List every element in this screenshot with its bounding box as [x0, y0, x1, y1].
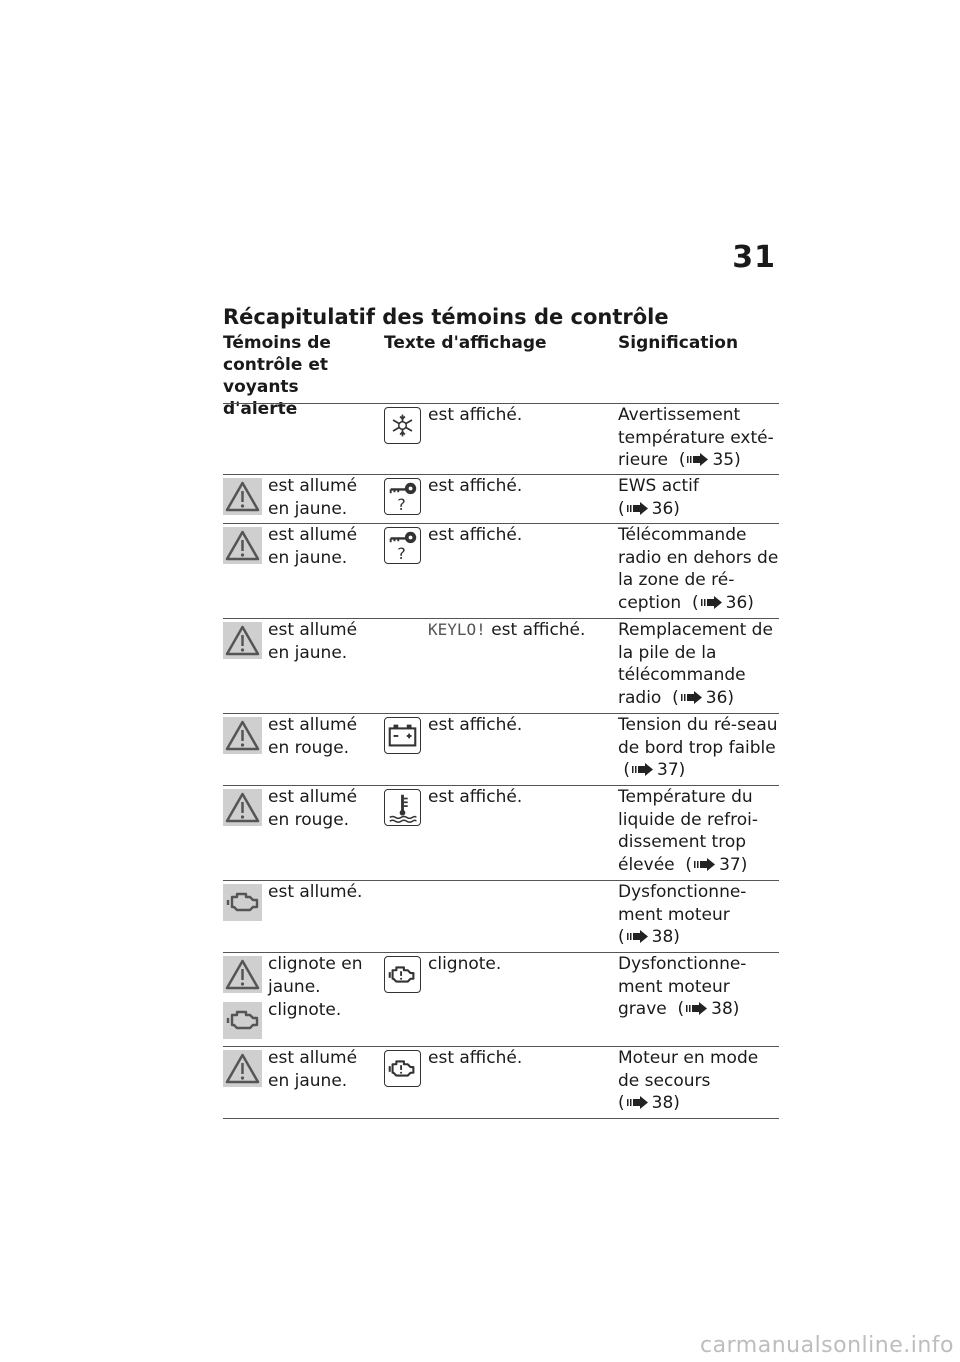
- page-reference[interactable]: 36): [705, 687, 735, 708]
- engine-icon: [384, 956, 421, 993]
- meaning-text: Température du liquide de refroi-dissement trop élevée: [618, 787, 758, 875]
- header-col-meaning: Signification: [618, 333, 739, 353]
- header-col-indicators: Témoins de contrôle et voyants d'alerte: [223, 333, 331, 419]
- indicator-state: est allumé en jaune.: [268, 620, 358, 663]
- meaning-text: EWS actif: [618, 476, 699, 496]
- indicator-state: est allumé.: [268, 882, 363, 902]
- warning-triangle-icon: [223, 1050, 262, 1087]
- page-reference[interactable]: 36): [651, 498, 680, 519]
- warning-triangle-icon: [223, 717, 262, 754]
- warning-triangle-icon: [223, 956, 262, 993]
- meaning-text: Remplacement de la pile de la télécommande radio: [618, 620, 773, 708]
- engine-icon: [384, 1050, 421, 1087]
- display-text: est affiché.: [428, 715, 523, 735]
- display-text: est affiché.: [428, 405, 523, 425]
- warning-triangle-icon: [223, 478, 262, 515]
- display-text: clignote.: [428, 954, 502, 974]
- display-text: est affiché.: [428, 787, 523, 807]
- display-text: est affiché.: [428, 476, 523, 496]
- meaning-text: Tension du ré-seau de bord trop faible: [618, 715, 778, 758]
- header-col-display-text: Texte d'affichage: [384, 333, 547, 353]
- indicator-state: est allumé en rouge.: [268, 787, 358, 830]
- arrow-ref-icon: [627, 930, 649, 943]
- arrow-ref-icon: [681, 691, 703, 704]
- page-reference[interactable]: 36): [725, 592, 754, 613]
- battery-icon: [384, 717, 421, 754]
- table-row: est allumé en jaune. est affiché. EWS actif ( 36): [223, 474, 779, 523]
- meaning-text: Dysfonctionne-ment moteur: [618, 882, 747, 925]
- indicator-state: clignote en jaune.: [268, 954, 363, 997]
- arrow-ref-icon: [701, 596, 723, 609]
- table-row: est allumé en rouge. est affiché. Tension du ré-seau de bord trop faible ( 37): [223, 713, 779, 785]
- meaning-text: Avertissement température exté-rieure: [618, 405, 774, 470]
- coolant-temperature-icon: [384, 789, 421, 826]
- indicator-state: est allumé en jaune.: [268, 1048, 358, 1091]
- key-question-icon: [384, 527, 421, 564]
- display-code: KEYLO!: [428, 620, 486, 639]
- meaning-text: Dysfonctionne-ment moteur grave: [618, 954, 747, 1019]
- arrow-ref-icon: [687, 453, 709, 466]
- table-row: est allumé en jaune. KEYLO! est affiché. Remplacement de la pile de la télécommande radio ( 36): [223, 618, 779, 713]
- table-row: est allumé. Dysfonctionne-ment moteur ( 38): [223, 880, 779, 952]
- table-row: est affiché. Avertissement température exté-rieure ( 35): [223, 403, 779, 474]
- table-row: clignote en jaune. clignote. clignote. Dysfonctionne-ment moteur grave ( 38): [223, 952, 779, 1046]
- indicator-state: clignote.: [268, 1000, 342, 1020]
- warning-triangle-icon: [223, 527, 262, 564]
- arrow-ref-icon: [686, 1002, 708, 1015]
- indicator-table: [223, 403, 779, 1119]
- page-reference[interactable]: 38): [711, 999, 740, 1019]
- arrow-ref-icon: [627, 502, 649, 515]
- arrow-ref-icon: [632, 763, 654, 776]
- table-row: est allumé en jaune. est affiché. Moteur en mode de secours ( 38): [223, 1046, 779, 1119]
- page-number: 31: [732, 240, 776, 275]
- display-text: est affiché.: [428, 525, 523, 545]
- section-title: Récapitulatif des témoins de contrôle: [223, 305, 669, 329]
- engine-icon: [223, 884, 262, 921]
- key-question-icon: [384, 478, 421, 515]
- page-reference[interactable]: 35): [712, 450, 741, 470]
- meaning-text: Moteur en mode de secours: [618, 1048, 759, 1091]
- warning-triangle-icon: [223, 622, 262, 659]
- display-text: est affiché.: [485, 620, 586, 640]
- page-reference[interactable]: 38): [651, 927, 680, 947]
- page-reference[interactable]: 37): [657, 760, 686, 780]
- table-row: est allumé en jaune. est affiché. Télécommande radio en dehors de la zone de ré-ception ( 36): [223, 523, 779, 618]
- snowflake-icon: [384, 407, 421, 444]
- warning-triangle-icon: [223, 789, 262, 826]
- page-reference[interactable]: 37): [719, 854, 748, 875]
- indicator-state: est allumé en jaune.: [268, 525, 358, 568]
- arrow-ref-icon: [627, 1096, 649, 1109]
- indicator-state: est allumé en rouge.: [268, 715, 358, 758]
- meaning-text: Télécommande radio en dehors de la zone de ré-ception: [618, 525, 779, 613]
- table-row: est allumé en rouge. est affiché. Température du liquide de refroi-dissement trop élevée ( 37): [223, 785, 779, 880]
- arrow-ref-icon: [694, 858, 716, 871]
- display-text: est affiché.: [428, 1048, 523, 1068]
- indicator-state: est allumé en jaune.: [268, 476, 358, 519]
- engine-icon: [223, 1002, 262, 1039]
- page-reference[interactable]: 38): [651, 1093, 680, 1113]
- watermark: carmanualsonline.info: [700, 1333, 954, 1358]
